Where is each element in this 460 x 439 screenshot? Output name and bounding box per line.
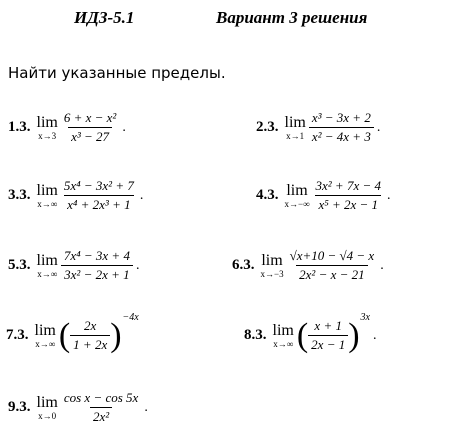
limit-word: lim	[36, 181, 58, 199]
fraction	[61, 110, 119, 145]
fraction	[287, 248, 378, 283]
limit-word: lim	[286, 181, 308, 199]
fraction	[70, 318, 110, 353]
variant-title: Вариант 3 решения	[216, 8, 368, 27]
end-period: .	[144, 399, 148, 415]
end-period: .	[376, 119, 381, 135]
denominator: x⁵ + 2x − 1	[315, 195, 381, 213]
numerator: 7x⁴ − 3x + 4	[63, 248, 130, 263]
problem-5-3	[8, 248, 139, 283]
worksheet-title: ИДЗ-5.1	[74, 8, 135, 27]
right-parenthesis: )	[110, 316, 122, 354]
limit-operator	[273, 323, 294, 349]
limit-word: lim	[36, 251, 58, 269]
problem-8-3	[244, 312, 377, 354]
task-instruction: Найти указанные пределы.	[8, 64, 226, 82]
limit-word: lim	[36, 393, 58, 411]
problem-4-3	[256, 178, 390, 213]
numerator: cos x − cos 5x	[63, 390, 139, 405]
limit-subscript: x→3	[38, 130, 57, 141]
numerator: 6 + x − x²	[63, 110, 117, 125]
numerator: x³ − 3x + 2	[311, 110, 371, 125]
limit-word: lim	[34, 321, 56, 339]
numerator: √x+10 − √4 − x	[289, 248, 375, 263]
problem-number: 8.3.	[244, 327, 267, 343]
limit-word: lim	[284, 113, 306, 131]
problem-number: 1.3.	[8, 119, 31, 135]
problem-number: 5.3.	[8, 257, 31, 273]
end-period: .	[380, 257, 384, 273]
end-period: .	[373, 327, 377, 343]
denominator: 2x² − x − 21	[296, 265, 367, 283]
denominator: 3x² − 2x + 1	[61, 265, 132, 283]
fraction	[309, 110, 374, 145]
problem-number: 6.3.	[232, 257, 255, 273]
problem-3-3	[8, 178, 143, 213]
problem-number: 7.3.	[6, 327, 29, 343]
limit-operator	[35, 323, 56, 349]
numerator: 2x	[84, 318, 97, 333]
problem-7-3	[6, 312, 139, 354]
right-parenthesis: )	[348, 316, 360, 354]
limit-operator	[285, 183, 310, 209]
limit-subscript: x→∞	[35, 338, 56, 349]
end-period: .	[135, 257, 140, 273]
numerator: x + 1	[314, 318, 342, 333]
problem-6-3	[232, 248, 384, 283]
fraction	[61, 178, 137, 213]
limit-subscript: x→−∞	[284, 198, 310, 209]
end-period: .	[122, 119, 126, 135]
exponent: −4x	[122, 312, 139, 323]
limit-subscript: x→∞	[273, 338, 294, 349]
problem-9-3	[8, 390, 148, 425]
fraction	[61, 390, 141, 425]
left-parenthesis: (	[296, 316, 309, 354]
limit-word: lim	[36, 113, 58, 131]
problem-number: 4.3.	[256, 187, 279, 203]
limit-operator	[285, 115, 306, 141]
denominator: 1 + 2x	[70, 335, 110, 353]
denominator: x² − 4x + 3	[309, 127, 374, 145]
limit-subscript: x→−3	[260, 268, 284, 279]
limit-word: lim	[261, 251, 283, 269]
limit-operator	[37, 115, 58, 141]
problem-2-3	[256, 110, 380, 145]
denominator: 2x − 1	[308, 335, 348, 353]
left-parenthesis: (	[58, 316, 71, 354]
denominator: x⁴ + 2x³ + 1	[64, 195, 134, 213]
limit-subscript: x→∞	[37, 268, 58, 279]
end-period: .	[139, 187, 144, 203]
fraction	[308, 318, 348, 353]
problem-number: 9.3.	[8, 399, 31, 415]
denominator: x³ − 27	[68, 127, 112, 145]
limit-subscript: x→∞	[37, 198, 58, 209]
limit-operator	[37, 395, 58, 421]
limit-subscript: x→0	[38, 410, 57, 421]
numerator: 5x⁴ − 3x² + 7	[63, 178, 134, 193]
fraction	[313, 178, 384, 213]
end-period: .	[386, 187, 391, 203]
fraction	[61, 248, 133, 283]
limit-operator	[37, 183, 58, 209]
numerator: 3x² + 7x − 4	[315, 178, 381, 193]
problem-number: 3.3.	[8, 187, 31, 203]
problem-1-3	[8, 110, 126, 145]
denominator: 2x²	[90, 407, 112, 425]
limit-operator	[37, 253, 58, 279]
limit-subscript: x→1	[286, 130, 305, 141]
exponent: 3x	[360, 312, 370, 323]
problem-number: 2.3.	[256, 119, 279, 135]
limit-word: lim	[272, 321, 294, 339]
limit-operator	[261, 253, 284, 279]
